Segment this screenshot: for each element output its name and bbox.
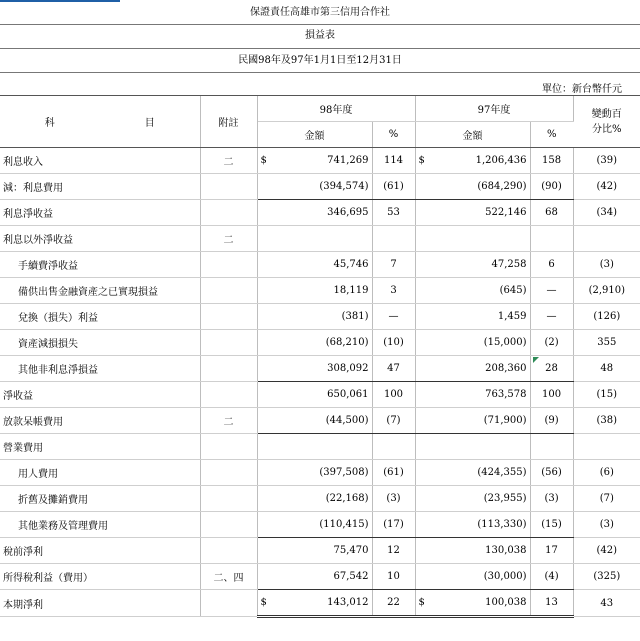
amount-97: 47,258: [415, 252, 530, 278]
table-row: [0, 330, 640, 356]
pct-98: [372, 434, 415, 460]
pct-98: 53: [372, 200, 415, 226]
pct-98: [372, 226, 415, 252]
amount-98: (394,574): [257, 174, 372, 200]
amount-97: (15,000): [415, 330, 530, 356]
amount-97: (113,330): [415, 512, 530, 538]
table-row: [0, 434, 640, 460]
row-note: [200, 538, 257, 564]
amount-98: 18,119: [257, 278, 372, 304]
row-label: 稅前淨利: [0, 538, 200, 564]
change-pct: 48: [573, 356, 640, 382]
pct-98: 12: [372, 538, 415, 564]
pct-97: (3): [530, 486, 573, 512]
row-label: 資產減損損失: [0, 330, 200, 356]
change-pct: (34): [573, 200, 640, 226]
top-accent-bar: [0, 0, 120, 2]
amount-98: (22,168): [257, 486, 372, 512]
pct-98: (3): [372, 486, 415, 512]
row-label: 其他非利息淨損益: [0, 356, 200, 382]
income-statement-table: [0, 96, 640, 618]
change-pct: (126): [573, 304, 640, 330]
pct-97: (90): [530, 174, 573, 200]
change-pct: [573, 434, 640, 460]
table-row: [0, 512, 640, 538]
amount-97: (23,955): [415, 486, 530, 512]
row-note: [200, 304, 257, 330]
pct-97: (9): [530, 408, 573, 434]
pct-98: —: [372, 304, 415, 330]
amount-97: $ 1,206,436: [415, 148, 530, 174]
pct-98: (61): [372, 460, 415, 486]
item-column-header: 科 目: [0, 96, 200, 148]
table-row: [0, 408, 640, 434]
pct-98: 114: [372, 148, 415, 174]
change-pct: 43: [573, 590, 640, 617]
dollar-sign: $: [418, 597, 425, 608]
change-pct: (42): [573, 174, 640, 200]
amount-97: $ 100,038: [415, 590, 530, 617]
amount-97: (30,000): [415, 564, 530, 590]
amount-98: (397,508): [257, 460, 372, 486]
row-note: [200, 460, 257, 486]
change-pct: (3): [573, 512, 640, 538]
currency-unit: 單位：新台幣仟元: [542, 84, 622, 95]
row-label: 其他業務及管理費用: [0, 512, 200, 538]
dollar-sign: $: [260, 597, 267, 608]
pct-97: (4): [530, 564, 573, 590]
amount-97: 522,146: [415, 200, 530, 226]
statement-period: 民國98年及97年1月1日至12月31日: [238, 55, 402, 66]
amount-97: 1,459: [415, 304, 530, 330]
table-row: [0, 252, 640, 278]
pct-97: 17: [530, 538, 573, 564]
change-pct: (2,910): [573, 278, 640, 304]
change-pct: (15): [573, 382, 640, 408]
statement-rows: [0, 148, 640, 617]
row-note: 二、四: [200, 564, 257, 590]
amount-98: [257, 434, 372, 460]
pct-98: 3: [372, 278, 415, 304]
amount-97: (684,290): [415, 174, 530, 200]
divider: [0, 72, 640, 73]
row-note: [200, 590, 257, 617]
row-note: 二: [200, 408, 257, 434]
change-pct: (6): [573, 460, 640, 486]
pct-97: (15): [530, 512, 573, 538]
pct-97: 68: [530, 200, 573, 226]
amount-98: 67,542: [257, 564, 372, 590]
row-note: [200, 434, 257, 460]
amount-98: 308,092: [257, 356, 372, 382]
row-label: 折舊及攤銷費用: [0, 486, 200, 512]
cell-comment-marker: [533, 357, 539, 363]
pct-97: —: [530, 304, 573, 330]
pct-97: 100: [530, 382, 573, 408]
dollar-sign: $: [418, 155, 425, 166]
amount-98: (44,500): [257, 408, 372, 434]
row-note: [200, 252, 257, 278]
statement-title: 損益表: [305, 30, 335, 41]
row-label: 用人費用: [0, 460, 200, 486]
amount-97: [415, 226, 530, 252]
change-pct: (39): [573, 148, 640, 174]
row-label: 利息淨收益: [0, 200, 200, 226]
amount-98: (68,210): [257, 330, 372, 356]
header-row: [0, 96, 640, 122]
amount-97: 208,360: [415, 356, 530, 382]
row-label: 淨收益: [0, 382, 200, 408]
pct-98: (17): [372, 512, 415, 538]
row-note: [200, 200, 257, 226]
amount-98: 75,470: [257, 538, 372, 564]
row-label: 本期淨利: [0, 590, 200, 617]
table-row: [0, 486, 640, 512]
pct-97: 158: [530, 148, 573, 174]
row-label: 營業費用: [0, 434, 200, 460]
pct-97: [530, 434, 573, 460]
row-label: 利息收入: [0, 148, 200, 174]
pct-97: 13: [530, 590, 573, 617]
row-note: 二: [200, 226, 257, 252]
amount-97: (424,355): [415, 460, 530, 486]
dollar-sign: $: [260, 155, 267, 166]
row-label: 備供出售金融資產之已實現損益: [0, 278, 200, 304]
pct-97: 6: [530, 252, 573, 278]
pct-98: 22: [372, 590, 415, 617]
table-row: [0, 174, 640, 200]
amount-98: (110,415): [257, 512, 372, 538]
pct-98: (10): [372, 330, 415, 356]
pct-98-header: %: [372, 122, 415, 148]
amount-98: (381): [257, 304, 372, 330]
table-row: [0, 148, 640, 174]
pct-98: 100: [372, 382, 415, 408]
table-row: [0, 382, 640, 408]
pct-98: (61): [372, 174, 415, 200]
amount-98-header: 金額: [257, 122, 372, 148]
change-pct: 355: [573, 330, 640, 356]
pct-97: (2): [530, 330, 573, 356]
pct-98: (7): [372, 408, 415, 434]
row-label: 利息以外淨收益: [0, 226, 200, 252]
row-note: [200, 486, 257, 512]
change-pct: (42): [573, 538, 640, 564]
row-label: 手續費淨收益: [0, 252, 200, 278]
row-note: [200, 356, 257, 382]
table-row: [0, 564, 640, 590]
amount-97: (71,900): [415, 408, 530, 434]
table-row: [0, 460, 640, 486]
year98-header: 98年度: [257, 96, 415, 122]
pct-97: 28: [530, 356, 573, 382]
note-column-header: 附註: [200, 96, 257, 148]
change-pct: (7): [573, 486, 640, 512]
pct-97: [530, 226, 573, 252]
change-column-header: 變動百 分比%: [573, 96, 640, 148]
pct-97-header: %: [530, 122, 573, 148]
table-row: [0, 200, 640, 226]
amount-97: 763,578: [415, 382, 530, 408]
table-row: [0, 590, 640, 617]
row-note: [200, 330, 257, 356]
row-note: [200, 174, 257, 200]
table-row: [0, 304, 640, 330]
table-row: [0, 278, 640, 304]
table-row: [0, 226, 640, 252]
year97-header: 97年度: [415, 96, 573, 122]
amount-98: 45,746: [257, 252, 372, 278]
pct-97: —: [530, 278, 573, 304]
change-pct: (325): [573, 564, 640, 590]
table-row: [0, 538, 640, 564]
amount-97: [415, 434, 530, 460]
pct-98: 10: [372, 564, 415, 590]
change-pct: [573, 226, 640, 252]
amount-97: (645): [415, 278, 530, 304]
pct-97: (56): [530, 460, 573, 486]
amount-98: $ 741,269: [257, 148, 372, 174]
change-pct: (38): [573, 408, 640, 434]
amount-97: 130,038: [415, 538, 530, 564]
amount-98: 650,061: [257, 382, 372, 408]
row-label: 兌換（損失）利益: [0, 304, 200, 330]
pct-98: 47: [372, 356, 415, 382]
row-label: 放款呆帳費用: [0, 408, 200, 434]
table-row: [0, 356, 640, 382]
divider: [0, 24, 640, 25]
amount-97-header: 金額: [415, 122, 530, 148]
row-label: 所得稅利益（費用）: [0, 564, 200, 590]
row-label: 減：利息費用: [0, 174, 200, 200]
pct-98: 7: [372, 252, 415, 278]
row-note: [200, 278, 257, 304]
row-note: 二: [200, 148, 257, 174]
row-note: [200, 512, 257, 538]
amount-98: 346,695: [257, 200, 372, 226]
divider: [0, 48, 640, 49]
company-name: 保證責任高雄市第三信用合作社: [250, 7, 390, 18]
row-note: [200, 382, 257, 408]
amount-98: [257, 226, 372, 252]
amount-98: $ 143,012: [257, 590, 372, 617]
change-pct: (3): [573, 252, 640, 278]
